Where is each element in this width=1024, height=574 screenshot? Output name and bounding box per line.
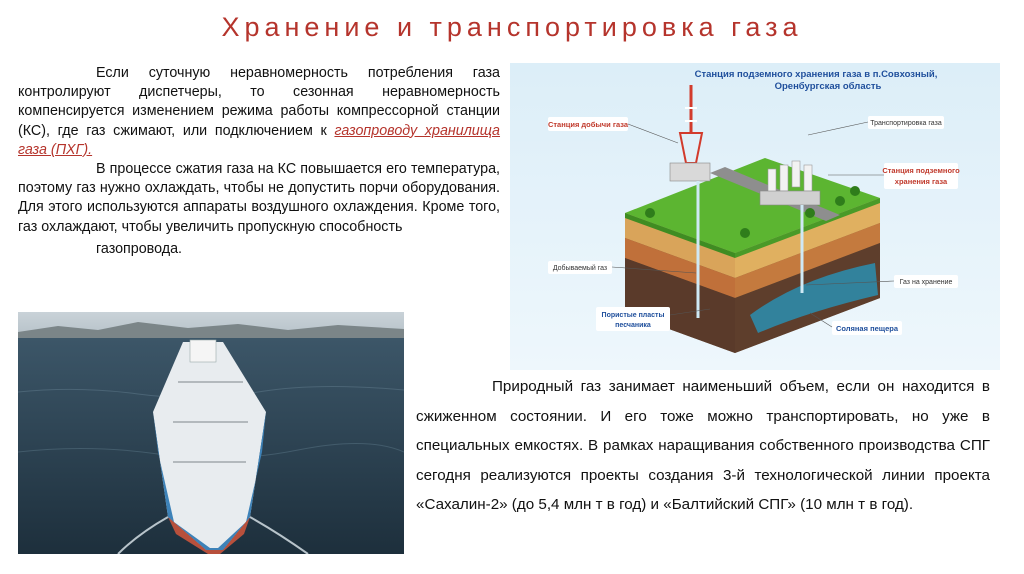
page-title: Хранение и транспортировка газа bbox=[221, 12, 803, 42]
text-block-lng bbox=[416, 372, 990, 520]
tree-icon bbox=[805, 208, 815, 218]
storage-tank bbox=[804, 165, 812, 191]
label-transport: Транспортировка газа bbox=[870, 120, 942, 127]
label-stored-gas: Газ на хранение bbox=[899, 279, 953, 286]
storage-pipeline-link[interactable]: газопроводу хранилища газа (ПХГ). bbox=[18, 122, 501, 158]
storage-diagram-illustration bbox=[510, 63, 1000, 370]
paragraph-1: Если суточную неравномерность потребления газа контролируют диспетчеры, то сезонная неравномерность компенсируется изменением режима работы компрессорной станции (КС), где газ сжимают, или подключением к газопроводу хранилища газа (ПХГ). bbox=[18, 65, 501, 158]
storage-diagram bbox=[510, 63, 1000, 370]
compressor-building bbox=[760, 191, 820, 205]
diagram-title-line2: Оренбургская область bbox=[774, 81, 882, 92]
text-block-storage bbox=[18, 64, 500, 259]
label-production-station: Станция добычи газа bbox=[547, 120, 629, 129]
paragraph-2-tail: газопровода. bbox=[96, 240, 183, 257]
drilling-tower-icon bbox=[680, 133, 702, 163]
diagram-title-line1: Станция подземного хранения газа в п.Совхозный, bbox=[694, 69, 938, 80]
paragraph-2: В процессе сжатия газа на КС повышается его температура, поэтому газ нужно охлаждать, чтобы не допустить порчи оборудования. Для этого используются аппараты воздушного охлаждения. Кроме того, газ охлаждают, чтобы увеличить пропускную способность газопровода. bbox=[18, 160, 500, 259]
paragraph-3: Природный газ занимает наименьший объем, если он находится в сжиженном состоянии. И его тоже можно транспортировать, но уже в специальных емкостях. В рамках наращивания собственного производства СПГ сегодня реализуются проекты создания 3-й технологической линии проекта «Сахалин-2» (до 5,4 млн т в год) и «Балтийский СПГ» (10 млн т в год). bbox=[416, 378, 990, 514]
storage-tank bbox=[780, 165, 788, 191]
lng-tanker-photo bbox=[18, 312, 404, 554]
storage-tank bbox=[792, 161, 800, 187]
tree-icon bbox=[645, 208, 655, 218]
tree-icon bbox=[850, 186, 860, 196]
label-porous-line1: Пористые пласты bbox=[601, 312, 665, 319]
label-storage-station-line2: хранения газа bbox=[894, 177, 948, 186]
label-porous-line2: песчаника bbox=[615, 322, 651, 329]
label-salt-cave: Соляная пещера bbox=[835, 324, 899, 333]
tree-icon bbox=[740, 228, 750, 238]
production-building bbox=[670, 163, 710, 181]
ship-bridge bbox=[190, 340, 216, 362]
label-extracted-gas: Добываемый газ bbox=[552, 265, 608, 272]
tree-icon bbox=[835, 196, 845, 206]
lng-tanker-illustration bbox=[18, 312, 404, 554]
label-storage-station-line1: Станция подземного bbox=[882, 166, 960, 175]
